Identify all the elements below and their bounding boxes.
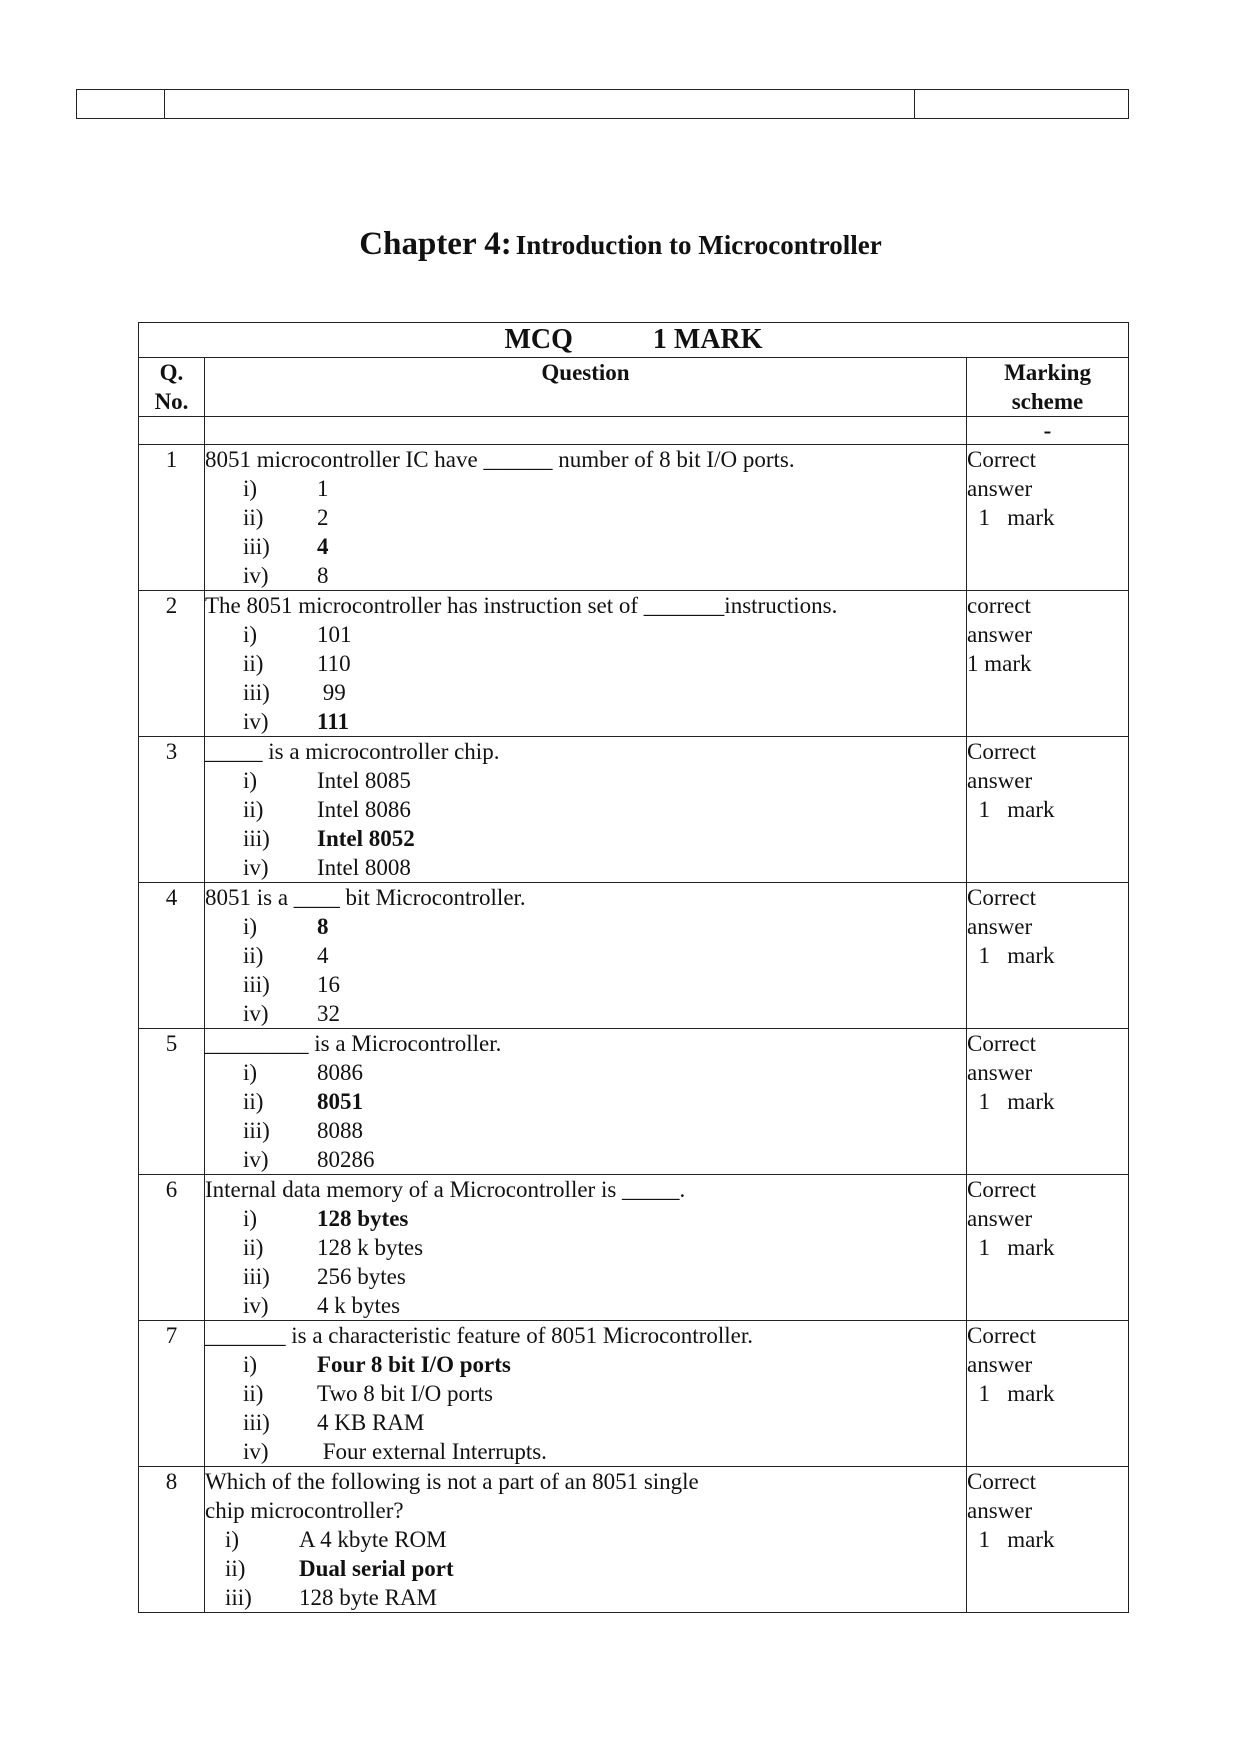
option-number: iii) xyxy=(243,1410,270,1435)
option-item xyxy=(205,1116,966,1145)
question-cell xyxy=(205,883,967,1029)
option-text: 99 xyxy=(317,680,346,705)
table-caption xyxy=(139,323,1129,358)
marking-text: Correct xyxy=(967,885,1036,910)
header-qno-line1: Q. xyxy=(159,360,184,385)
option-number: iv) xyxy=(243,855,269,880)
header-marking-line1: Marking xyxy=(1004,360,1091,385)
option-item xyxy=(205,766,966,795)
option-number: iv) xyxy=(243,709,269,734)
option-item xyxy=(205,970,966,999)
marking-cell xyxy=(967,1029,1129,1175)
option-text: 8088 xyxy=(317,1118,363,1143)
chapter-label: Chapter 4: xyxy=(359,226,512,262)
marking-cell xyxy=(967,1175,1129,1321)
question-number: 4 xyxy=(139,883,205,1029)
question-text: Internal data memory of a Microcontroller is _____. xyxy=(205,1177,686,1202)
page-title xyxy=(0,226,1241,263)
option-number: ii) xyxy=(225,1556,246,1581)
question-text: _________ is a Microcontroller. xyxy=(205,1031,502,1056)
option-number: ii) xyxy=(243,505,264,530)
option-number: iii) xyxy=(243,534,270,559)
marking-cell xyxy=(967,591,1129,737)
option-item xyxy=(205,678,966,707)
option-number: i) xyxy=(243,1352,258,1377)
option-item xyxy=(205,1233,966,1262)
option-item xyxy=(205,912,966,941)
option-number: i) xyxy=(243,476,258,501)
marking-text: answer xyxy=(967,1206,1033,1231)
option-text-correct: 4 xyxy=(317,534,329,559)
question-number: 8 xyxy=(139,1467,205,1613)
option-text-correct: 8051 xyxy=(317,1089,363,1114)
question-text: 8051 microcontroller IC have ______ number of 8 bit I/O ports. xyxy=(205,447,795,472)
option-text-correct: Dual serial port xyxy=(299,1556,454,1581)
option-item xyxy=(205,1262,966,1291)
option-text: 32 xyxy=(317,1001,340,1026)
option-item xyxy=(205,707,966,736)
blank-row-marking: - xyxy=(967,417,1129,445)
option-text: 8 xyxy=(317,563,329,588)
option-text: 128 byte RAM xyxy=(299,1585,437,1610)
option-item xyxy=(205,503,966,532)
header-question-label: Question xyxy=(541,360,630,385)
blank-row-qno xyxy=(139,417,205,445)
marking-text: Correct xyxy=(967,739,1036,764)
question-cell xyxy=(205,1321,967,1467)
marking-text: Correct xyxy=(967,1031,1036,1056)
marking-text: answer xyxy=(967,768,1033,793)
header-marking-line2: scheme xyxy=(1011,389,1084,414)
marking-text: 1 mark xyxy=(967,1235,1055,1260)
option-number: iv) xyxy=(243,1293,269,1318)
option-text: Intel 8085 xyxy=(317,768,411,793)
marking-text: 1 mark xyxy=(967,505,1055,530)
header-qno-line2: No. xyxy=(154,389,189,414)
option-number: ii) xyxy=(243,943,264,968)
marking-text: 1 mark xyxy=(967,1381,1055,1406)
option-text: A 4 kbyte ROM xyxy=(299,1527,447,1552)
option-item xyxy=(205,853,966,882)
question-text: The 8051 microcontroller has instruction set of _______instructions. xyxy=(205,593,838,618)
table-row xyxy=(139,737,1129,883)
option-text-correct: 128 bytes xyxy=(317,1206,409,1231)
marking-text: Correct xyxy=(967,1469,1036,1494)
option-number: iii) xyxy=(225,1585,252,1610)
option-number: ii) xyxy=(243,1381,264,1406)
marking-cell xyxy=(967,737,1129,883)
header-marking xyxy=(967,358,1129,417)
question-cell xyxy=(205,1029,967,1175)
option-item xyxy=(205,532,966,561)
marking-cell xyxy=(967,1321,1129,1467)
chapter-subtitle: Introduction to Microcontroller xyxy=(515,230,882,260)
marking-text: Correct xyxy=(967,1177,1036,1202)
option-item xyxy=(205,795,966,824)
question-cell xyxy=(205,1467,967,1613)
option-item xyxy=(205,999,966,1028)
marking-text: 1 mark xyxy=(967,797,1055,822)
question-number: 5 xyxy=(139,1029,205,1175)
option-text: 4 KB RAM xyxy=(317,1410,425,1435)
question-number: 6 xyxy=(139,1175,205,1321)
option-item xyxy=(205,1204,966,1233)
option-item xyxy=(205,649,966,678)
table-row xyxy=(139,1029,1129,1175)
option-number: ii) xyxy=(243,797,264,822)
marking-text: answer xyxy=(967,1060,1033,1085)
marking-text: 1 mark xyxy=(967,943,1055,968)
mcq-table xyxy=(138,322,1129,1613)
header-qno xyxy=(139,358,205,417)
header-question xyxy=(205,358,967,417)
question-text: Which of the following is not a part of an 8051 single chip microcontroller? xyxy=(205,1469,699,1523)
option-item xyxy=(205,1408,966,1437)
option-number: ii) xyxy=(243,1235,264,1260)
option-item xyxy=(205,1525,966,1554)
marking-text: answer xyxy=(967,476,1033,501)
question-text: _______ is a characteristic feature of 8051 Microcontroller. xyxy=(205,1323,753,1348)
caption-mcq: MCQ xyxy=(504,324,573,355)
table-row xyxy=(139,1321,1129,1467)
marking-text: answer xyxy=(967,622,1033,647)
option-item xyxy=(205,1145,966,1174)
option-text: Intel 8008 xyxy=(317,855,411,880)
header-strip-cell-right xyxy=(915,90,1129,119)
option-number: i) xyxy=(243,622,258,647)
option-number: iii) xyxy=(243,826,270,851)
option-text: 2 xyxy=(317,505,329,530)
option-text: Intel 8086 xyxy=(317,797,411,822)
option-number: i) xyxy=(243,914,258,939)
question-text: 8051 is a ____ bit Microcontroller. xyxy=(205,885,526,910)
option-item xyxy=(205,1583,966,1612)
question-number: 3 xyxy=(139,737,205,883)
table-row xyxy=(139,1467,1129,1613)
option-text-correct: 111 xyxy=(317,709,349,734)
option-text: Two 8 bit I/O ports xyxy=(317,1381,493,1406)
question-number: 7 xyxy=(139,1321,205,1467)
table-row xyxy=(139,1175,1129,1321)
caption-marks: 1 MARK xyxy=(652,324,763,355)
option-text-correct: Four 8 bit I/O ports xyxy=(317,1352,511,1377)
option-text: 4 xyxy=(317,943,329,968)
marking-cell xyxy=(967,445,1129,591)
option-item xyxy=(205,620,966,649)
marking-cell xyxy=(967,1467,1129,1613)
question-cell xyxy=(205,591,967,737)
option-item xyxy=(205,824,966,853)
option-number: i) xyxy=(243,1060,258,1085)
question-cell xyxy=(205,737,967,883)
marking-text: answer xyxy=(967,1352,1033,1377)
option-number: ii) xyxy=(243,651,264,676)
option-text: 101 xyxy=(317,622,352,647)
option-number: iii) xyxy=(243,1264,270,1289)
marking-text: Correct xyxy=(967,1323,1036,1348)
option-text: 1 xyxy=(317,476,329,501)
option-number: i) xyxy=(243,768,258,793)
option-text: 128 k bytes xyxy=(317,1235,424,1260)
option-item xyxy=(205,561,966,590)
option-item xyxy=(205,1379,966,1408)
option-number: ii) xyxy=(243,1089,264,1114)
header-strip-cell-left xyxy=(77,90,165,119)
blank-row-question xyxy=(205,417,967,445)
option-text: 256 bytes xyxy=(317,1264,406,1289)
table-row xyxy=(139,591,1129,737)
question-cell xyxy=(205,445,967,591)
header-strip-cell-middle xyxy=(165,90,915,119)
option-item xyxy=(205,1087,966,1116)
marking-text: answer xyxy=(967,1498,1033,1523)
option-text: 80286 xyxy=(317,1147,375,1172)
question-text: _____ is a microcontroller chip. xyxy=(205,739,500,764)
option-number: iii) xyxy=(243,972,270,997)
option-number: iii) xyxy=(243,680,270,705)
header-strip-table xyxy=(76,89,1129,119)
table-row xyxy=(139,883,1129,1029)
marking-text: answer xyxy=(967,914,1033,939)
option-item xyxy=(205,1291,966,1320)
option-text: 4 k bytes xyxy=(317,1293,401,1318)
option-item xyxy=(205,941,966,970)
marking-cell xyxy=(967,883,1129,1029)
option-number: iv) xyxy=(243,563,269,588)
option-item xyxy=(205,1350,966,1379)
option-text: 110 xyxy=(317,651,351,676)
question-number: 2 xyxy=(139,591,205,737)
option-text-correct: Intel 8052 xyxy=(317,826,415,851)
marking-text: 1 mark xyxy=(967,1089,1055,1114)
option-text-correct: 8 xyxy=(317,914,329,939)
table-row xyxy=(139,445,1129,591)
marking-text: 1 mark xyxy=(967,1527,1055,1552)
option-number: i) xyxy=(243,1206,258,1231)
option-text: 8086 xyxy=(317,1060,363,1085)
option-item xyxy=(205,1554,966,1583)
option-text: 16 xyxy=(317,972,340,997)
option-item xyxy=(205,474,966,503)
option-item xyxy=(205,1437,966,1466)
blank-row xyxy=(139,417,1129,445)
option-number: iii) xyxy=(243,1118,270,1143)
question-number: 1 xyxy=(139,445,205,591)
option-number: i) xyxy=(225,1527,240,1552)
marking-text: 1 mark xyxy=(967,651,1032,676)
option-item xyxy=(205,1058,966,1087)
option-text: Four external Interrupts. xyxy=(317,1439,547,1464)
option-number: iv) xyxy=(243,1439,269,1464)
option-number: iv) xyxy=(243,1001,269,1026)
option-number: iv) xyxy=(243,1147,269,1172)
marking-text: Correct xyxy=(967,447,1036,472)
question-cell xyxy=(205,1175,967,1321)
marking-text: correct xyxy=(967,593,1031,618)
